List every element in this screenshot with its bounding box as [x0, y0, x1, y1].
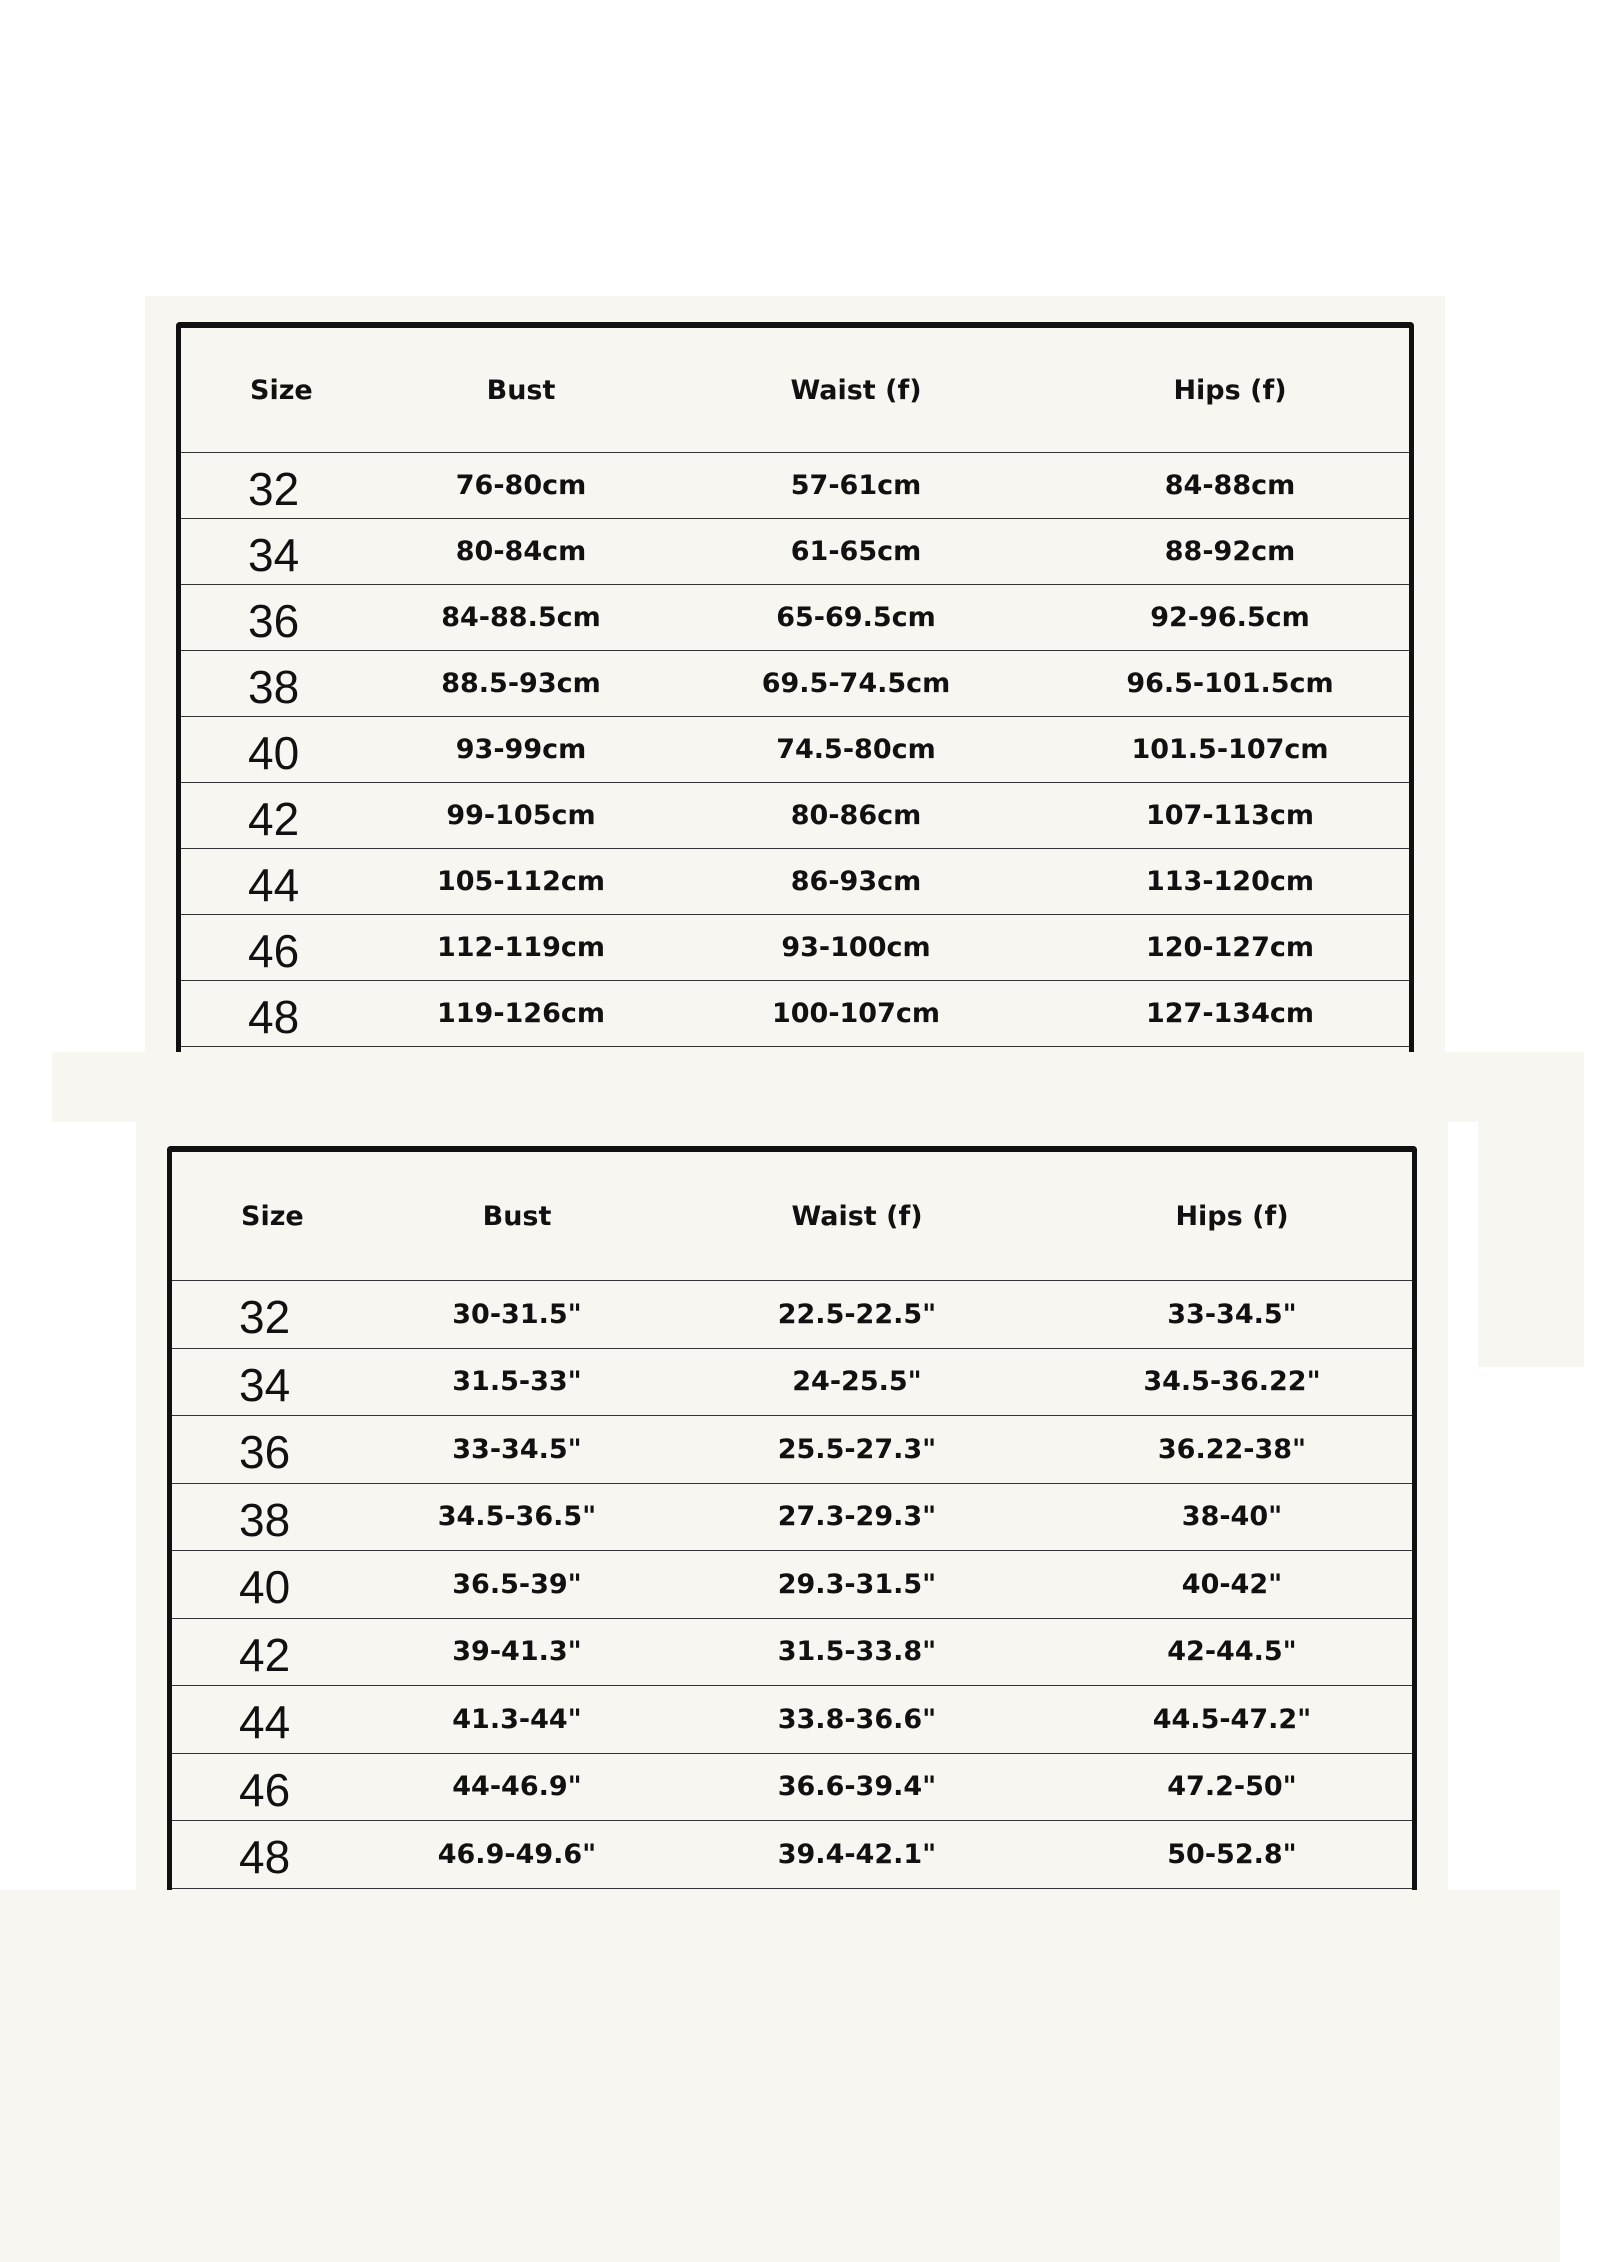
- header-size: Size: [250, 374, 313, 406]
- size-cell: 36: [248, 594, 300, 647]
- bust-cell: 30-31.5": [452, 1298, 582, 1330]
- size-cell: 38: [248, 660, 300, 713]
- size-cell: 44: [248, 858, 300, 911]
- waist-cell: 39.4-42.1": [777, 1838, 937, 1870]
- hips-cell: 92-96.5cm: [1150, 602, 1310, 633]
- hips-cell: 36.22-38": [1157, 1433, 1307, 1465]
- waist-cell: 100-107cm: [771, 998, 941, 1029]
- waist-cell: 22.5-22.5": [777, 1298, 937, 1330]
- size-chart-cm: [176, 322, 1414, 1052]
- waist-cell: 65-69.5cm: [776, 602, 936, 633]
- hips-cell: 34.5-36.22": [1143, 1366, 1321, 1398]
- bust-cell: 33-34.5": [452, 1433, 582, 1465]
- waist-cell: 74.5-80cm: [776, 734, 936, 765]
- hips-cell: 42-44.5": [1167, 1636, 1297, 1668]
- hips-cell: 38-40": [1181, 1501, 1283, 1533]
- size-cell: 38: [239, 1493, 291, 1546]
- hips-cell: 40-42": [1181, 1568, 1283, 1600]
- size-chart-inches: [167, 1146, 1417, 1890]
- size-cell: 40: [239, 1561, 291, 1614]
- size-cell: 46: [239, 1763, 291, 1816]
- hips-cell: 127-134cm: [1145, 998, 1315, 1029]
- hips-cell: 120-127cm: [1145, 932, 1315, 963]
- hips-cell: 101.5-107cm: [1131, 734, 1329, 765]
- hips-cell: 47.2-50": [1167, 1771, 1297, 1803]
- header-hips: Hips (f): [1175, 1200, 1289, 1232]
- hips-cell: 107-113cm: [1145, 800, 1315, 831]
- table-row: [172, 1821, 1412, 1889]
- table-header: [172, 1152, 1412, 1281]
- hips-cell: 50-52.8": [1167, 1838, 1297, 1870]
- waist-cell: 29.3-31.5": [777, 1568, 937, 1600]
- waist-cell: 33.8-36.6": [777, 1703, 937, 1735]
- hips-cell: 113-120cm: [1145, 866, 1315, 897]
- table-row: [172, 1416, 1412, 1484]
- size-cell: 42: [248, 792, 300, 845]
- table-row: [181, 981, 1409, 1047]
- waist-cell: 27.3-29.3": [777, 1501, 937, 1533]
- bust-cell: 88.5-93cm: [441, 668, 601, 699]
- bust-cell: 46.9-49.6": [437, 1838, 597, 1870]
- size-cell: 34: [239, 1358, 291, 1411]
- table-row: [172, 1349, 1412, 1417]
- waist-cell: 86-93cm: [790, 866, 922, 897]
- table-row: [181, 849, 1409, 915]
- bust-cell: 31.5-33": [452, 1366, 582, 1398]
- bust-cell: 112-119cm: [436, 932, 606, 963]
- background-block-right: [1478, 1122, 1584, 1367]
- table-row: [172, 1484, 1412, 1552]
- table-row: [181, 519, 1409, 585]
- hips-cell: 84-88cm: [1164, 470, 1296, 501]
- bust-cell: 39-41.3": [452, 1636, 582, 1668]
- hips-cell: 96.5-101.5cm: [1126, 668, 1334, 699]
- size-cell: 46: [248, 924, 300, 977]
- bust-cell: 80-84cm: [455, 536, 587, 567]
- size-cell: 36: [239, 1426, 291, 1479]
- header-bust: Bust: [482, 1200, 552, 1232]
- table-row: [181, 717, 1409, 783]
- header-waist: Waist (f): [790, 374, 922, 406]
- table-row: [172, 1551, 1412, 1619]
- size-cell: 42: [239, 1628, 291, 1681]
- background-band-middle: [52, 1052, 1584, 1122]
- waist-cell: 69.5-74.5cm: [761, 668, 951, 699]
- table-row: [181, 915, 1409, 981]
- bust-cell: 44-46.9": [452, 1771, 582, 1803]
- bust-cell: 105-112cm: [436, 866, 606, 897]
- table-row: [172, 1619, 1412, 1687]
- header-bust: Bust: [486, 374, 556, 406]
- header-hips: Hips (f): [1173, 374, 1287, 406]
- table-row: [181, 585, 1409, 651]
- waist-cell: 36.6-39.4": [777, 1771, 937, 1803]
- waist-cell: 31.5-33.8": [777, 1636, 937, 1668]
- bust-cell: 84-88.5cm: [441, 602, 601, 633]
- table-row: [172, 1281, 1412, 1349]
- table-row: [181, 651, 1409, 717]
- waist-cell: 25.5-27.3": [777, 1433, 937, 1465]
- size-cell: 34: [248, 528, 300, 581]
- bust-cell: 34.5-36.5": [437, 1501, 597, 1533]
- waist-cell: 93-100cm: [781, 932, 931, 963]
- bust-cell: 76-80cm: [455, 470, 587, 501]
- hips-cell: 88-92cm: [1164, 536, 1296, 567]
- waist-cell: 57-61cm: [790, 470, 922, 501]
- background-footer: [0, 1890, 1560, 2262]
- bust-cell: 119-126cm: [436, 998, 606, 1029]
- table-row: [172, 1686, 1412, 1754]
- bust-cell: 99-105cm: [446, 800, 596, 831]
- bust-cell: 36.5-39": [452, 1568, 582, 1600]
- table-header: [181, 328, 1409, 453]
- waist-cell: 80-86cm: [790, 800, 922, 831]
- size-cell: 40: [248, 726, 300, 779]
- hips-cell: 44.5-47.2": [1152, 1703, 1312, 1735]
- table-row: [172, 1754, 1412, 1822]
- size-cell: 48: [248, 990, 300, 1043]
- header-waist: Waist (f): [791, 1200, 923, 1232]
- table-row: [181, 453, 1409, 519]
- size-cell: 44: [239, 1696, 291, 1749]
- waist-cell: 61-65cm: [790, 536, 922, 567]
- waist-cell: 24-25.5": [792, 1366, 922, 1398]
- size-cell: 32: [248, 462, 300, 515]
- table-row: [181, 783, 1409, 849]
- size-cell: 32: [239, 1291, 291, 1344]
- hips-cell: 33-34.5": [1167, 1298, 1297, 1330]
- bust-cell: 41.3-44": [452, 1703, 582, 1735]
- size-cell: 48: [239, 1831, 291, 1884]
- header-size: Size: [241, 1200, 304, 1232]
- bust-cell: 93-99cm: [455, 734, 587, 765]
